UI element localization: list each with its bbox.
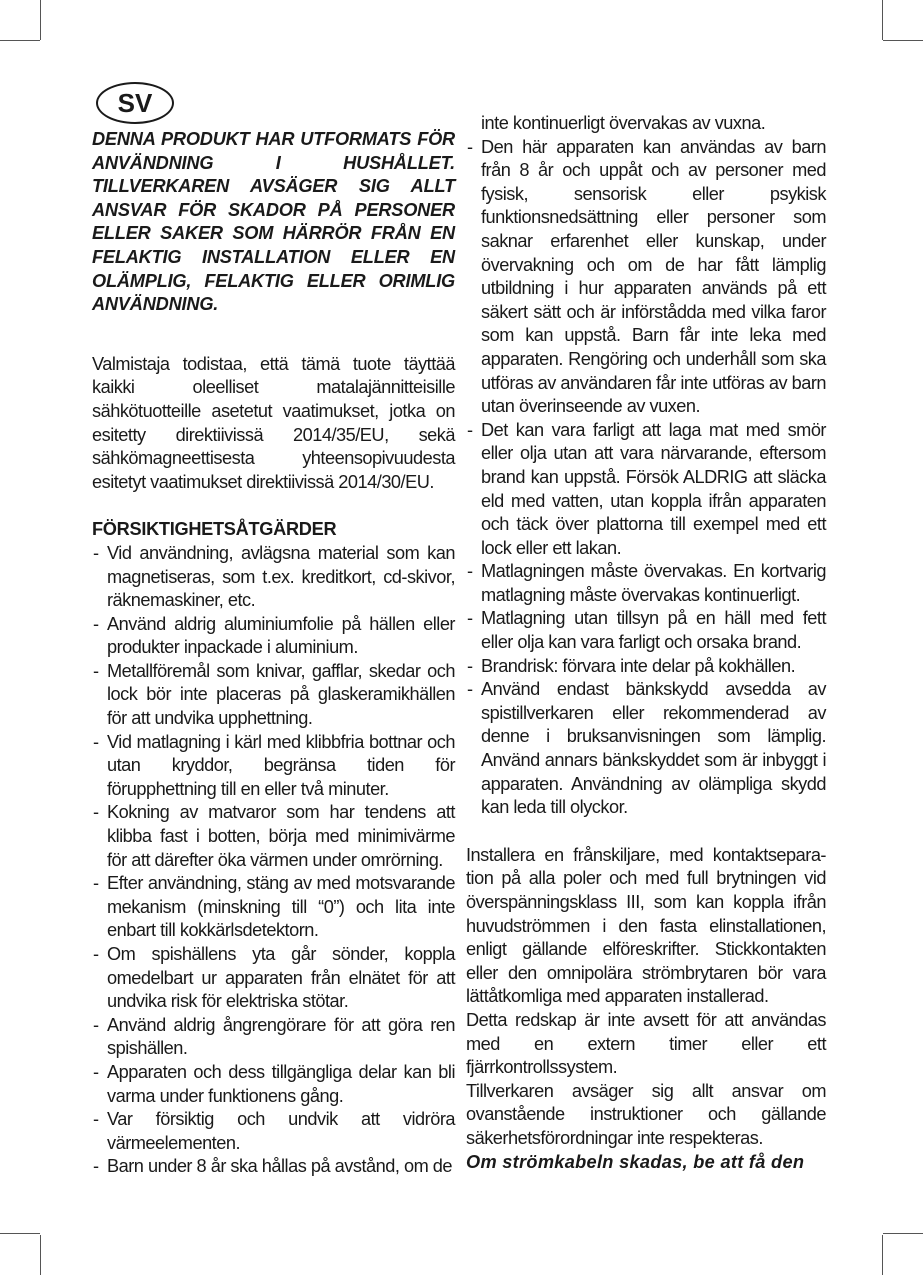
right-column <box>466 112 826 1174</box>
power-cable-warning: Om strömkabeln skadas, be att få den <box>466 1151 805 1172</box>
list-item: - Använd aldrig ångrengörare för att göra ren spishällen. <box>92 1014 455 1061</box>
list-item: - Metallföremål som knivar, gafflar, skedar och lock bör inte placeras på glaskeramikhällen för att undvika upphettning. <box>92 660 455 731</box>
crop-mark <box>882 1235 883 1275</box>
precautions-list <box>92 542 455 1179</box>
list-item: - Använd aldrig aluminiumfolie på hällen eller produkter inpackade i aluminium. <box>92 613 455 660</box>
precautions-heading: FÖRSIKTIGHETSÅTGÄRDER <box>92 519 337 540</box>
list-item: - Brandrisk: förvara inte delar på kokhällen. <box>466 655 826 679</box>
list-item: - Det kan vara farligt att laga mat med smör eller olja utan att vara närvarande, eftersom brand kan uppstå. Försök ALDRIG att släcka eld med vatten, utan koppla ifrån apparaten och täck över plattorna till exempel med ett lock eller ett lakan. <box>466 419 826 561</box>
crop-mark <box>0 40 40 41</box>
conformity-declaration: Valmistaja todistaa, että tämä tuote täyttää kaikki oleelliset matalajännitteisille sähkötuotteille asetetut vaatimukset, jotka on esitetty direktiivissä 2014/35/EU, sekä sähkömagneettisesta yhteensopivuudesta esitetyt vaatimukset direktiivissä 2014/30/EU. <box>92 353 455 492</box>
list-item: - Kokning av matvaror som har tendens att klibba fast i botten, börja med minimivärme för att därefter öka värmen under omrörning. <box>92 801 455 872</box>
list-item: - Apparaten och dess tillgängliga delar kan bli varma under funktionens gång. <box>92 1061 455 1108</box>
crop-mark <box>40 0 41 40</box>
list-item: - Använd endast bänkskydd avsedda av spistillverkaren eller rekommenderad av denne i bruksanvisningen som lämplig. Använd annars bänkskyddet som är inbyggt i apparaten. Användning av olämpliga skydd kan leda till olyckor. <box>466 678 826 820</box>
crop-mark <box>883 40 923 41</box>
list-item: - Matlagningen måste övervakas. En kortvarig matlagning måste övervakas kontinuerligt. <box>466 560 826 607</box>
installation-paragraph: Installera en frånskiljare, med kontaktsepara- tion på alla poler och med full brytningen vid överspänningsklass III, som kan koppla ifrån huvudströmmen i den fasta elinstallationen, enligt gällande elföreskrifter. Stickkontakten eller den omnipolära strömbrytaren bör vara lättåtkomliga med apparaten installerad. <box>466 844 826 1007</box>
list-item: - Den här apparaten kan användas av barn från 8 år och uppåt och av personer med fysisk, sensorisk eller psykisk funktionsnedsättning eller personer som saknar erfarenhet eller kunskap, under övervakning och om de har fått lämplig utbildning i hur apparaten används på ett säkert sätt och är införstådda med vilka faror som kan uppstå. Barn får inte leka med apparaten. Rengöring och underhåll som ska utföras av användaren får inte utföras av barn utan överinseende av vuxen. <box>466 136 826 419</box>
timer-paragraph: Detta redskap är inte avsett för att användas med en extern timer eller ett fjärrkontrollssystem. <box>466 1009 826 1078</box>
list-item: - Matlagning utan tillsyn på en häll med fett eller olja kan vara farligt och orsaka brand. <box>466 607 826 654</box>
liability-paragraph: Tillverkaren avsäger sig allt ansvar om ovanstående instruktioner och gällande säkerhetsförordningar inte respekteras. <box>466 1080 826 1148</box>
list-item: - Vid matlagning i kärl med klibbfria bottnar och utan kryddor, begränsa tiden för förupphettning till en eller två minuter. <box>92 731 455 802</box>
crop-mark <box>40 1235 41 1275</box>
crop-mark <box>882 0 883 40</box>
list-item: - Efter användning, stäng av med motsvarande mekanism (minskning till “0”) och lita inte enbart till kokkärlsdetektorn. <box>92 872 455 943</box>
language-badge: SV <box>96 82 174 124</box>
precautions-list-continued <box>466 136 826 820</box>
list-item: - Barn under 8 år ska hållas på avstånd, om de <box>92 1155 455 1179</box>
left-column <box>92 82 455 1179</box>
liability-warning: DENNA PRODUKT HAR UTFORMATS FÖR ANVÄNDNING I HUSHÅLLET. TILLVERKAREN AVSÄGER SIG ALLT ANSVAR FÖR SKADOR PÅ PERSONER ELLER SAKER SOM HÄRRÖR FRÅN EN FELAKTIG INSTALLATION ELLER EN OLÄMPLIG, FELAKTIG ELLER ORIMLIG ANVÄNDNING. <box>92 129 455 315</box>
list-item: - Om spishällens yta går sönder, koppla omedelbart ur apparaten från elnätet för att undvika risk för elektriska stötar. <box>92 943 455 1014</box>
crop-mark <box>0 1233 40 1234</box>
list-item: - Var försiktig och undvik att vidröra värmeelementen. <box>92 1108 455 1155</box>
list-continuation: inte kontinuerligt övervakas av vuxna. <box>481 113 766 133</box>
list-item: - Vid användning, avlägsna material som kan magnetiseras, som t.ex. kreditkort, cd-skivor, räknemaskiner, etc. <box>92 542 455 613</box>
crop-mark <box>883 1233 923 1234</box>
